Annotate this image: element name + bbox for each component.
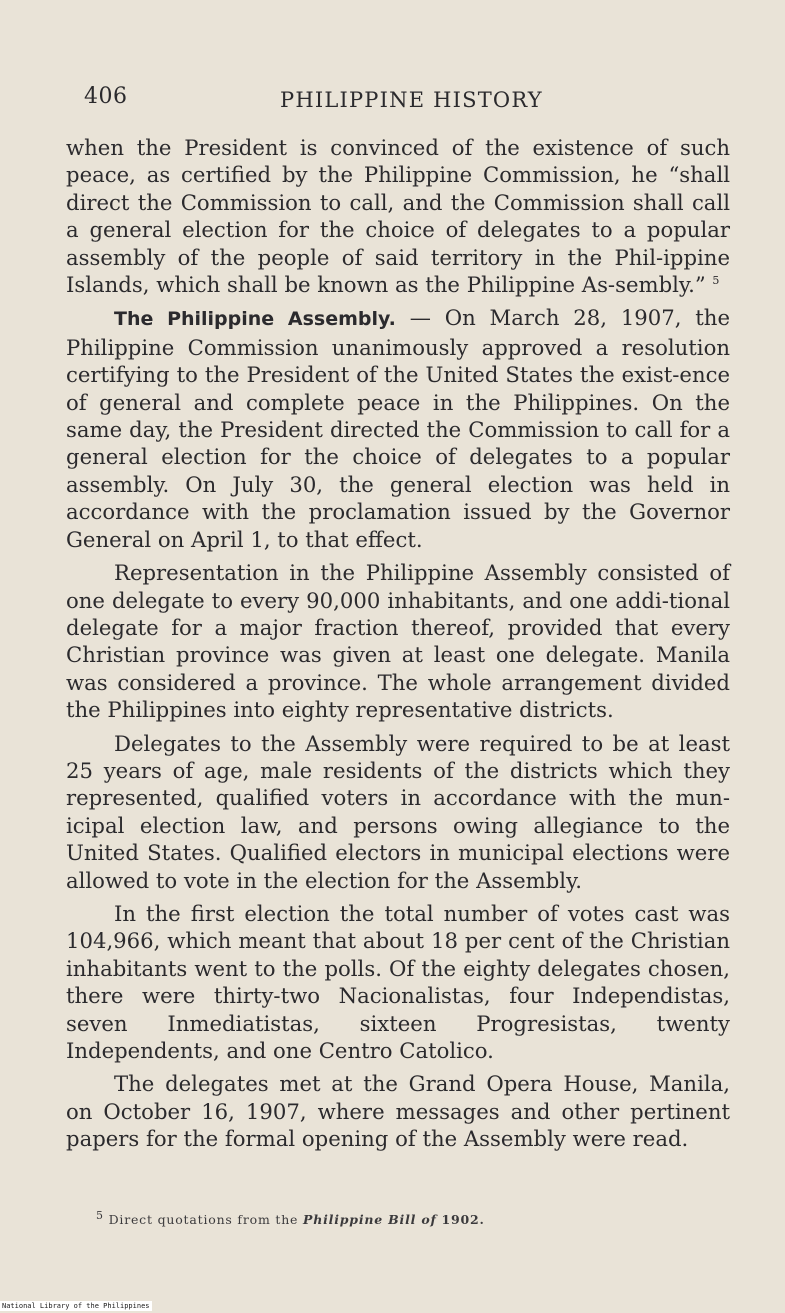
paragraph-4 xyxy=(66,730,730,894)
footnote-title: Philippine Bill of xyxy=(303,1212,437,1227)
paragraph-6-text: The delegates met at the Grand Opera House, Manila, on October 16, 1907, where messages and other pertinent papers for the formal opening of the Assembly were read. xyxy=(66,1071,730,1152)
running-head: PHILIPPINE HISTORY xyxy=(280,88,543,112)
page-number: 406 xyxy=(84,84,128,109)
footnote-year: 1902. xyxy=(441,1212,485,1227)
paragraph-5-text: In the first election the total number of votes cast was 104,966, which meant that about 18 per cent of the Christian inhabitants went to the polls. Of the eighty delegates chosen, there were thirty-two Nacionalistas, four Independistas, seven Inmediatistas, sixteen Progresistas, twenty Independents, and one Centro Catolico. xyxy=(66,900,730,1063)
page-header xyxy=(84,84,734,116)
footnote-ref: 5 xyxy=(712,273,720,287)
paragraph-3-text: Representation in the Philippine Assembly consisted of one delegate to every 90,000 inhabitants, and one addi-tional delegate for a major fraction thereof, provided that every Christian province was given at least one delegate. Manila was considered a province. The whole arrangement divided the Philippines into eighty representative districts. xyxy=(66,560,730,723)
body-text xyxy=(66,134,730,1153)
paragraph-2 xyxy=(66,304,730,553)
footnote-marker: 5 xyxy=(96,1208,104,1222)
paragraph-5 xyxy=(66,900,730,1064)
section-heading: The Philippine Assembly. xyxy=(114,308,396,331)
footnote-text: Direct quotations from the xyxy=(108,1212,299,1227)
paragraph-1 xyxy=(66,134,730,298)
paragraph-6 xyxy=(66,1070,730,1152)
footnote xyxy=(96,1208,485,1227)
paragraph-3 xyxy=(66,559,730,723)
paragraph-1-text: when the President is convinced of the existence of such peace, as certified by the Philippine Commission, he “shall direct the Commission to call, and the Commission shall call a general election for the choice of delegates to a popular assembly of the people of said territory in the Phil-ippine Islands, which shall be known as the Philippine As-sembly.” xyxy=(66,135,730,298)
library-watermark: National Library of the Philippines xyxy=(2,1302,150,1310)
paragraph-2-text: — On March 28, 1907, the Philippine Commission unanimously approved a resolution certifying to the President of the United States the exist-ence of general and complete peace in the Philippines. On the same day, the President directed the Commission to call for a general election for the choice of delegates to a popular assembly. On July 30, the general election was held in accordance with the proclamation issued by the Governor General on April 1, to that effect. xyxy=(66,305,730,552)
paragraph-4-text: Delegates to the Assembly were required to be at least 25 years of age, male residents of the districts which they represented, qualified voters in accordance with the mun-icipal election law, and persons owing allegiance to the United States. Qualified electors in municipal elections were allowed to vote in the election for the Assembly. xyxy=(66,730,730,893)
